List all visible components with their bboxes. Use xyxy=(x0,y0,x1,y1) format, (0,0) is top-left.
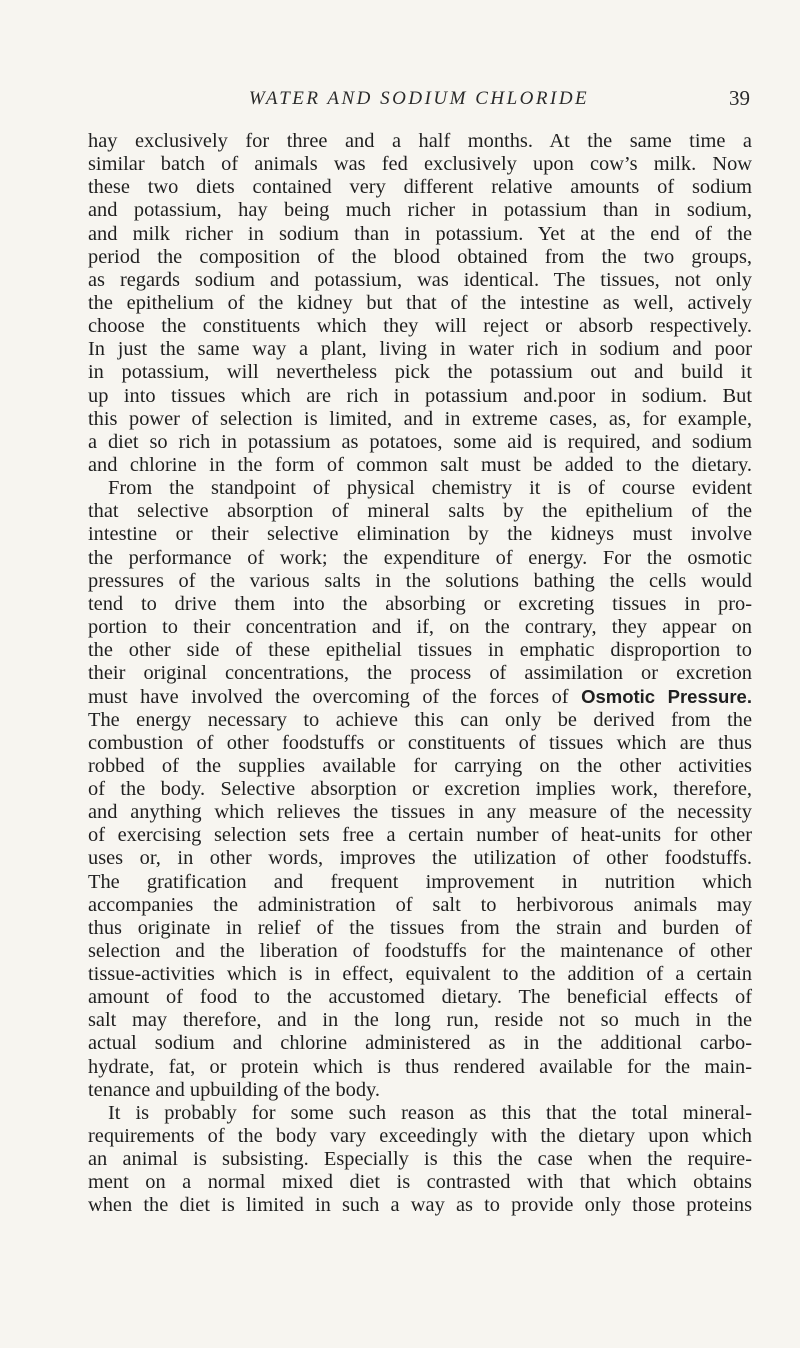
text-line: a diet so rich in potassium as potatoes, some aid is required, and sodium xyxy=(88,430,752,453)
body-text xyxy=(88,130,752,1218)
text-line: that selective absorption of mineral salts by the epithelium of the xyxy=(88,500,752,523)
text-line: ment on a normal mixed diet is contrasted with that which obtains xyxy=(88,1171,752,1194)
text-line: the epithelium of the kidney but that of the intestine as well, actively xyxy=(88,291,752,314)
text-line: In just the same way a plant, living in water rich in sodium and poor xyxy=(88,338,752,361)
text-line: tend to drive them into the absorbing or excreting tissues in pro- xyxy=(88,592,752,615)
text-line: in potassium, will nevertheless pick the potassium out and build it xyxy=(88,361,752,384)
text-line: these two diets contained very different relative amounts of sodium xyxy=(88,176,752,199)
text-line: when the diet is limited in such a way as to provide only those proteins xyxy=(88,1194,752,1217)
text-line: of the body. Selective absorption or excretion implies work, therefore, xyxy=(88,777,752,800)
paragraph-start-line: It is probably for some such reason as this that the total mineral- xyxy=(108,1101,752,1124)
text-line: the other side of these epithelial tissues in emphatic disproportion to xyxy=(88,639,752,662)
text-line: thus originate in relief of the tissues from the strain and burden of xyxy=(88,916,752,939)
text-line: robbed of the supplies available for carrying on the other activities xyxy=(88,754,752,777)
text-line: The gratification and frequent improvement in nutrition which xyxy=(88,870,752,893)
paragraph-end-line: tenance and upbuilding of the body. xyxy=(88,1078,380,1101)
text-line: and chlorine in the form of common salt must be added to the dietary. xyxy=(88,453,752,476)
text-line-with-term xyxy=(88,685,752,708)
text-line: combustion of other foodstuffs or constituents of tissues which are thus xyxy=(88,731,752,754)
text-line: similar batch of animals was fed exclusively upon cow’s milk. Now xyxy=(88,153,752,176)
text-line: the performance of work; the expenditure of energy. For the osmotic xyxy=(88,546,752,569)
text-line: up into tissues which are rich in potassium and.poor in sodium. But xyxy=(88,384,752,407)
text-line: pressures of the various salts in the solutions bathing the cells would xyxy=(88,569,752,592)
text-line: actual sodium and chlorine administered as in the additional carbo- xyxy=(88,1032,752,1055)
text-line: and milk richer in sodium than in potassium. Yet at the end of the xyxy=(88,222,752,245)
text-line: hydrate, fat, or protein which is thus rendered available for the main- xyxy=(88,1055,752,1078)
text-line: tissue-activities which is in effect, equivalent to the addition of a certain xyxy=(88,963,752,986)
text-line: selection and the liberation of foodstuffs for the maintenance of other xyxy=(88,939,752,962)
text-segment: must have involved the overcoming of the forces of xyxy=(88,686,569,709)
text-line: The energy necessary to achieve this can only be derived from the xyxy=(88,708,752,731)
paragraph-start-line: From the standpoint of physical chemistry it is of course evident xyxy=(108,477,752,500)
text-line: portion to their concentration and if, on the contrary, they appear on xyxy=(88,615,752,638)
text-line: choose the constituents which they will reject or absorb respectively. xyxy=(88,315,752,338)
running-head xyxy=(88,88,750,118)
text-line: period the composition of the blood obtained from the two groups, xyxy=(88,245,752,268)
text-line: and potassium, hay being much richer in potassium than in sodium, xyxy=(88,199,752,222)
text-line: requirements of the body vary exceedingly with the dietary upon which xyxy=(88,1125,752,1148)
text-line: their original concentrations, the process of assimilation or excretion xyxy=(88,662,752,685)
text-line: hay exclusively for three and a half months. At the same time a xyxy=(88,130,752,152)
text-line: as regards sodium and potassium, was identical. The tissues, not only xyxy=(88,268,752,291)
text-line: this power of selection is limited, and in extreme cases, as, for example, xyxy=(88,407,752,430)
text-line: salt may therefore, and in the long run, reside not so much in the xyxy=(88,1009,752,1032)
text-line: uses or, in other words, improves the utilization of other foodstuffs. xyxy=(88,847,752,870)
chapter-title: WATER AND SODIUM CHLORIDE xyxy=(248,88,590,109)
text-line: accompanies the administration of salt to herbivorous animals may xyxy=(88,893,752,916)
text-line: and anything which relieves the tissues in any measure of the necessity xyxy=(88,801,752,824)
text-line: of exercising selection sets free a certain number of heat-units for other xyxy=(88,824,752,847)
bold-term: Osmotic Pressure. xyxy=(581,686,752,708)
text-line: amount of food to the accustomed dietary. The beneficial effects of xyxy=(88,986,752,1009)
page-number: 39 xyxy=(729,86,750,110)
text-line: an animal is subsisting. Especially is this the case when the require- xyxy=(88,1148,752,1171)
text-line: intestine or their selective elimination by the kidneys must involve xyxy=(88,523,752,546)
